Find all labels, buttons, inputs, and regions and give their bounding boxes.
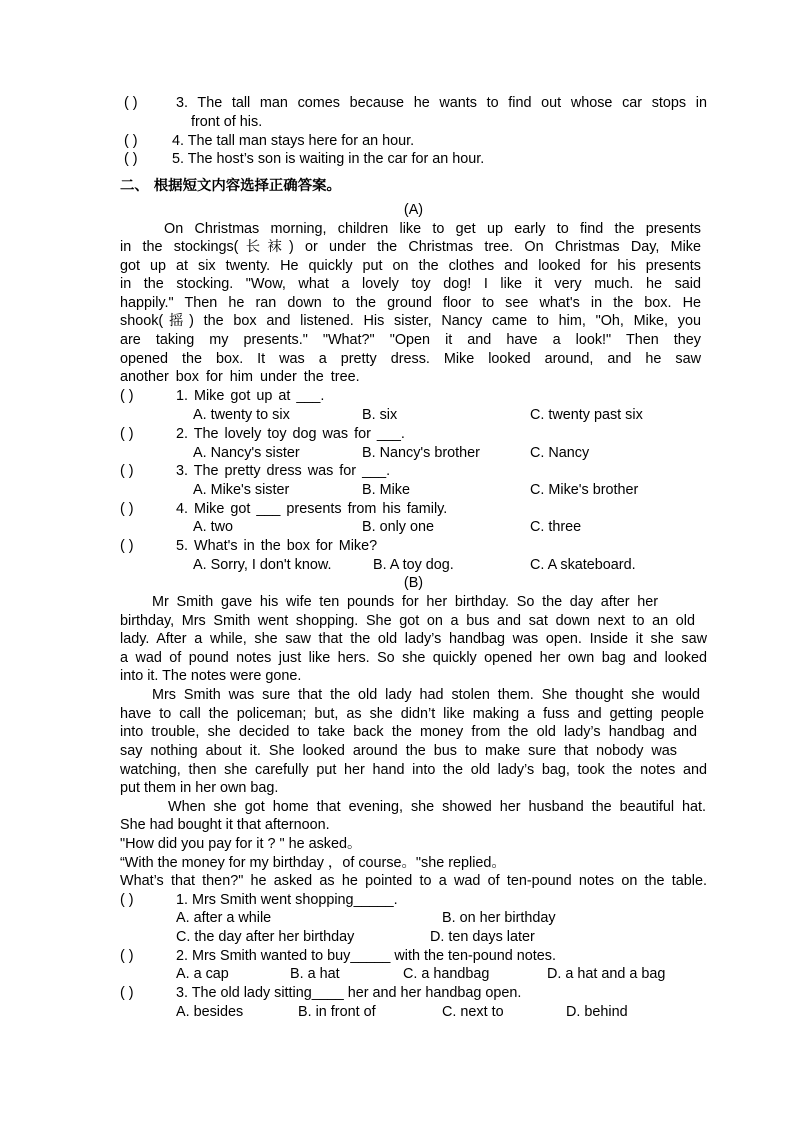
qa1-text: 1. Mike got up at ___. (176, 388, 325, 404)
passage-b-label: (B) (403, 575, 424, 591)
passage-b-line-1: birthday, Mrs Smith went shopping. She got on a bus and sat down next to an old (120, 613, 695, 629)
passage-b-line-8: say nothing about it. She looked around the bus to make sure that nobody was (120, 743, 677, 759)
qb2-option-c: C. a handbag (403, 966, 490, 982)
qb1-option-a: A. after a while (176, 910, 272, 926)
section2-title: 二、 根据短文内容选择正确答案。 (120, 178, 341, 194)
passage-a-line-6: are taking my presents." "What?" "Open it and have a look!" Then they (120, 332, 701, 348)
passage-b-line-5: Mrs Smith was sure that the old lady had stolen them. She thought she would (152, 687, 700, 703)
qa3-text: 3. The pretty dress was for ___. (176, 463, 391, 479)
passage-b-line-3: a wad of pound notes just like hers. So she quickly opened her own bag and looked (120, 650, 707, 666)
passage-a-line-7: opened the box. It was a pretty dress. Mike looked around, and he saw (120, 351, 701, 367)
passage-b-line-2: lady. After a while, she saw that the old lady’s handbag was open. Inside it she saw (120, 631, 707, 647)
qb2-option-a: A. a cap (176, 966, 229, 982)
passage-b-line-4: into it. The notes were gone. (120, 668, 302, 684)
qb3-option-a: A. besides (176, 1004, 244, 1020)
qb1-paren: ( ) (120, 892, 134, 908)
part1-q3-paren: ( ) (124, 95, 138, 111)
qa2-option-a: A. Nancy's sister (193, 445, 300, 461)
part1-q3-text: 3. The tall man comes because he wants to find out whose car stops in (176, 95, 707, 111)
qa1-option-c: C. twenty past six (530, 407, 643, 423)
qb2-text: 2. Mrs Smith wanted to buy_____ with the ten-pound notes. (176, 948, 556, 964)
qa3-paren: ( ) (120, 463, 134, 479)
qb3-paren: ( ) (120, 985, 134, 1001)
passage-b-line-10: put them in her own bag. (120, 780, 279, 796)
passage-b-line-0: Mr Smith gave his wife ten pounds for her birthday. So the day after her (152, 594, 658, 610)
qb3-text: 3. The old lady sitting____ her and her handbag open. (176, 985, 522, 1001)
qb2-paren: ( ) (120, 948, 134, 964)
qa5-text: 5. What's in the box for Mike? (176, 538, 378, 554)
qb2-option-d: D. a hat and a bag (547, 966, 666, 982)
passage-a-line-2: got up at six twenty. He quickly put on the clothes and looked for his presents (120, 258, 701, 274)
passage-b-line-11: When she got home that evening, she showed her husband the beautiful hat. (168, 799, 706, 815)
part1-q4-text: 4. The tall man stays here for an hour. (172, 133, 415, 149)
passage-a-line-1: in the stockings(长袜) or under the Christmas tree. On Christmas Day, Mike (120, 239, 701, 255)
passage-b-line-9: watching, then she carefully put her hand into the old lady’s bag, took the notes and (120, 762, 707, 778)
passage-b-line-7: into trouble, she decided to take back the money from the old lady’s handbag and (120, 724, 697, 740)
passage-a-line-4: happily." Then he ran down to the ground floor to see what's in the box. He (120, 295, 701, 311)
qa4-paren: ( ) (120, 501, 134, 517)
part1-q5-paren: ( ) (124, 151, 138, 167)
qa5-option-c: C. A skateboard. (530, 557, 636, 573)
passage-a-line-5: shook(摇) the box and listened. His sister, Nancy came to him, "Oh, Mike, you (120, 313, 701, 329)
qa2-option-b: B. Nancy's brother (362, 445, 480, 461)
qb2-option-b: B. a hat (290, 966, 340, 982)
qa2-text: 2. The lovely toy dog was for ___. (176, 426, 405, 442)
part1-q5-text: 5. The host’s son is waiting in the car for an hour. (172, 151, 485, 167)
qa3-option-a: A. Mike's sister (193, 482, 290, 498)
qa4-text: 4. Mike got ___ presents from his family. (176, 501, 448, 517)
qb3-option-d: D. behind (566, 1004, 628, 1020)
passage-b-line-14: “With the money for my birthday ，of course。"she replied。 (120, 855, 506, 871)
qa2-paren: ( ) (120, 426, 134, 442)
qb1-text: 1. Mrs Smith went shopping_____. (176, 892, 398, 908)
qa4-option-c: C. three (530, 519, 582, 535)
qa4-option-a: A. two (193, 519, 233, 535)
passage-b-line-15: What’s that then?" he asked as he pointed to a wad of ten-pound notes on the table. (120, 873, 707, 889)
qa1-option-a: A. twenty to six (193, 407, 290, 423)
qb1-option-c: C. the day after her birthday (176, 929, 355, 945)
part1-q4-paren: ( ) (124, 133, 138, 149)
qa3-option-b: B. Mike (362, 482, 410, 498)
qb3-option-b: B. in front of (298, 1004, 376, 1020)
passage-b-line-13: "How did you pay for it ? " he asked。 (120, 836, 362, 852)
qa4-option-b: B. only one (362, 519, 435, 535)
qb1-option-b: B. on her birthday (442, 910, 556, 926)
passage-a-line-8: another box for him under the tree. (120, 369, 360, 385)
part1-q3-cont: front of his. (191, 114, 263, 130)
qa5-option-a: A. Sorry, I don't know. (193, 557, 332, 573)
passage-a-label: (A) (403, 202, 424, 218)
passage-b-line-6: have to call the policeman; but, as she didn’t like making a fuss and getting people (120, 706, 704, 722)
passage-b-line-12: She had bought it that afternoon. (120, 817, 330, 833)
qa1-paren: ( ) (120, 388, 134, 404)
qb1-option-d: D. ten days later (430, 929, 535, 945)
passage-a-line-0: On Christmas morning, children like to get up early to find the presents (164, 221, 701, 237)
passage-a-line-3: in the stocking. "Wow, what a lovely toy dog! I like it very much. he said (120, 276, 701, 292)
qa3-option-c: C. Mike's brother (530, 482, 639, 498)
qa2-option-c: C. Nancy (530, 445, 590, 461)
qb3-option-c: C. next to (442, 1004, 504, 1020)
qa5-option-b: B. A toy dog. (373, 557, 454, 573)
qa1-option-b: B. six (362, 407, 398, 423)
qa5-paren: ( ) (120, 538, 134, 554)
